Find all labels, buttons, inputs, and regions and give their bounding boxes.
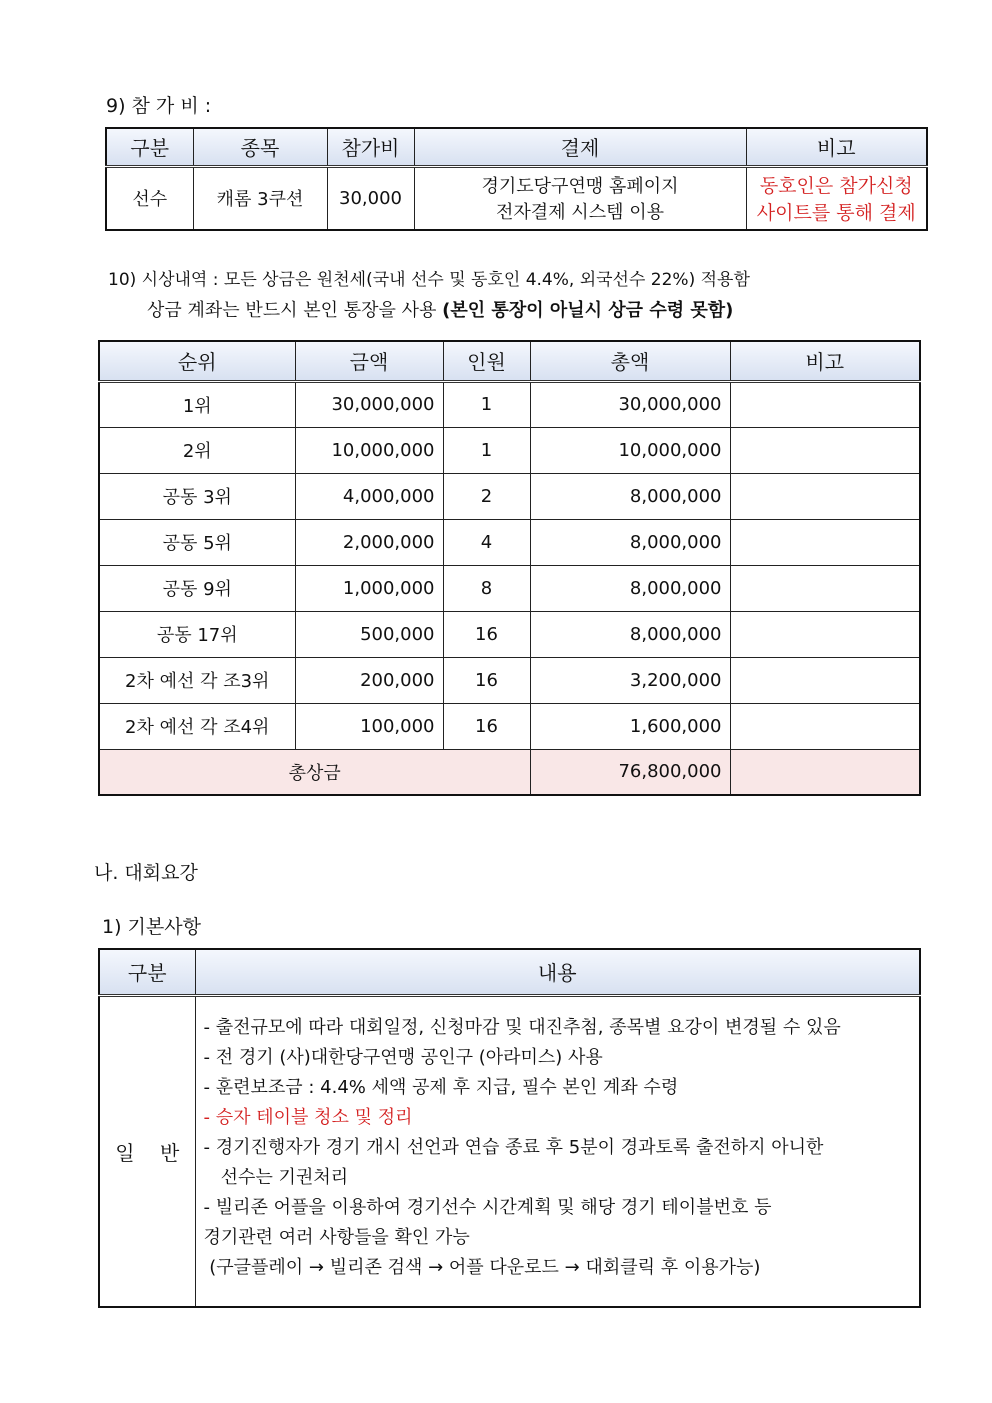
prize-total-note — [730, 749, 920, 795]
prize-section-line2 — [147, 296, 733, 322]
fee-note-line2: 사이트를 통해 결제 — [756, 202, 916, 225]
prize-note — [730, 611, 920, 657]
fee-note-line1: 동호인은 참가신청 — [759, 175, 913, 198]
prize-count: 16 — [443, 703, 530, 749]
table-row — [99, 473, 920, 519]
prize-rank: 2차 예선 각 조3위 — [99, 657, 295, 703]
prize-total-row — [99, 749, 920, 795]
fee-header-event: 종목 — [193, 128, 327, 166]
prize-total-label: 총상금 — [99, 749, 530, 795]
fee-payment-line1: 경기도당구연맹 홈페이지 — [481, 176, 679, 198]
prize-amount: 100,000 — [295, 703, 443, 749]
prize-count: 4 — [443, 519, 530, 565]
prize-count: 16 — [443, 657, 530, 703]
table-row — [99, 703, 920, 749]
guide-line: - 훈련보조금 : 4.4% 세액 공제 후 지급, 필수 본인 계좌 수령 — [203, 1076, 679, 1098]
prize-note — [730, 381, 920, 427]
prize-table — [98, 340, 921, 796]
guide-content — [195, 995, 920, 1307]
fee-row — [106, 166, 927, 230]
guide-line: - 빌리존 어플을 이용하여 경기선수 시간계획 및 해당 경기 테이블번호 등 — [203, 1196, 772, 1218]
prize-header-rank: 순위 — [99, 341, 295, 381]
fee-header-fee: 참가비 — [327, 128, 414, 166]
prize-header-total: 총액 — [530, 341, 730, 381]
prize-note — [730, 427, 920, 473]
prize-total: 1,600,000 — [530, 703, 730, 749]
table-row — [99, 565, 920, 611]
prize-total: 30,000,000 — [530, 381, 730, 427]
guide-table — [98, 948, 921, 1308]
fee-category: 선수 — [106, 166, 193, 230]
prize-count: 8 — [443, 565, 530, 611]
guide-line: - 승자 테이블 청소 및 정리 — [203, 1106, 413, 1128]
prize-total: 8,000,000 — [530, 611, 730, 657]
guide-lines — [204, 1013, 914, 1283]
table-row — [99, 427, 920, 473]
fee-payment — [414, 166, 746, 230]
prize-note — [730, 473, 920, 519]
fee-event: 캐롬 3쿠션 — [193, 166, 327, 230]
prize-header-note: 비고 — [730, 341, 920, 381]
prize-rank: 2위 — [99, 427, 295, 473]
fee-header-note: 비고 — [746, 128, 927, 166]
prize-count: 16 — [443, 611, 530, 657]
fee-note — [746, 166, 927, 230]
table-row — [99, 611, 920, 657]
fee-payment-line2: 전자결제 시스템 이용 — [496, 202, 664, 224]
prize-amount: 10,000,000 — [295, 427, 443, 473]
prize-amount: 200,000 — [295, 657, 443, 703]
prize-note — [730, 703, 920, 749]
prize-amount: 2,000,000 — [295, 519, 443, 565]
guide-line: - 전 경기 (사)대한당구연맹 공인구 (아라미스) 사용 — [203, 1046, 603, 1068]
prize-header-count: 인원 — [443, 341, 530, 381]
prize-section-line1: 10) 시상내역 : 모든 상금은 원천세(국내 선수 및 동호인 4.4%, 외국선수 22%) 적용함 — [108, 270, 750, 290]
guide-line: (구글플레이 → 빌리존 검색 → 어플 다운로드 → 대회클릭 후 이용가능) — [203, 1256, 761, 1278]
fee-header-category: 구분 — [106, 128, 193, 166]
prize-header-amount: 금액 — [295, 341, 443, 381]
prize-count: 1 — [443, 427, 530, 473]
guide-header-content: 내용 — [195, 949, 920, 995]
guide-line: 경기관련 여러 사항들을 확인 가능 — [203, 1226, 470, 1248]
prize-total: 8,000,000 — [530, 473, 730, 519]
prize-note-bold: (본인 통장이 아닐시 상금 수령 못함) — [442, 300, 734, 321]
fee-amount: 30,000 — [327, 166, 414, 230]
prize-rank: 공동 3위 — [99, 473, 295, 519]
prize-amount: 1,000,000 — [295, 565, 443, 611]
prize-amount: 30,000,000 — [295, 381, 443, 427]
guide-line: - 출전규모에 따라 대회일정, 신청마감 및 대진추첨, 종목별 요강이 변경될 수 있음 — [203, 1016, 841, 1038]
prize-rank: 공동 9위 — [99, 565, 295, 611]
prize-total-value: 76,800,000 — [530, 749, 730, 795]
prize-rank: 공동 5위 — [99, 519, 295, 565]
prize-note — [730, 657, 920, 703]
prize-note — [730, 519, 920, 565]
fee-header-payment: 결제 — [414, 128, 746, 166]
prize-rank: 1위 — [99, 381, 295, 427]
prize-total: 3,200,000 — [530, 657, 730, 703]
prize-total: 8,000,000 — [530, 519, 730, 565]
guide-section-subtitle: 1) 기본사항 — [102, 916, 201, 938]
prize-note-plain: 상금 계좌는 반드시 본인 통장을 사용 — [147, 300, 443, 321]
guide-header-category: 구분 — [99, 949, 195, 995]
prize-total: 8,000,000 — [530, 565, 730, 611]
guide-category: 일 반 — [99, 995, 195, 1307]
prize-note — [730, 565, 920, 611]
prize-rank: 2차 예선 각 조4위 — [99, 703, 295, 749]
table-row — [99, 381, 920, 427]
prize-count: 2 — [443, 473, 530, 519]
guide-line: - 경기진행자가 경기 개시 선언과 연습 종료 후 5분이 경과토록 출전하지 아니한 — [203, 1136, 824, 1158]
guide-line: 선수는 기권처리 — [203, 1166, 349, 1188]
fee-table — [105, 127, 928, 231]
prize-rank: 공동 17위 — [99, 611, 295, 657]
prize-amount: 4,000,000 — [295, 473, 443, 519]
prize-count: 1 — [443, 381, 530, 427]
fee-section-title: 9) 참 가 비 : — [106, 95, 212, 117]
table-row — [99, 519, 920, 565]
guide-section-title: 나. 대회요강 — [94, 862, 198, 884]
table-row — [99, 657, 920, 703]
prize-total: 10,000,000 — [530, 427, 730, 473]
prize-amount: 500,000 — [295, 611, 443, 657]
